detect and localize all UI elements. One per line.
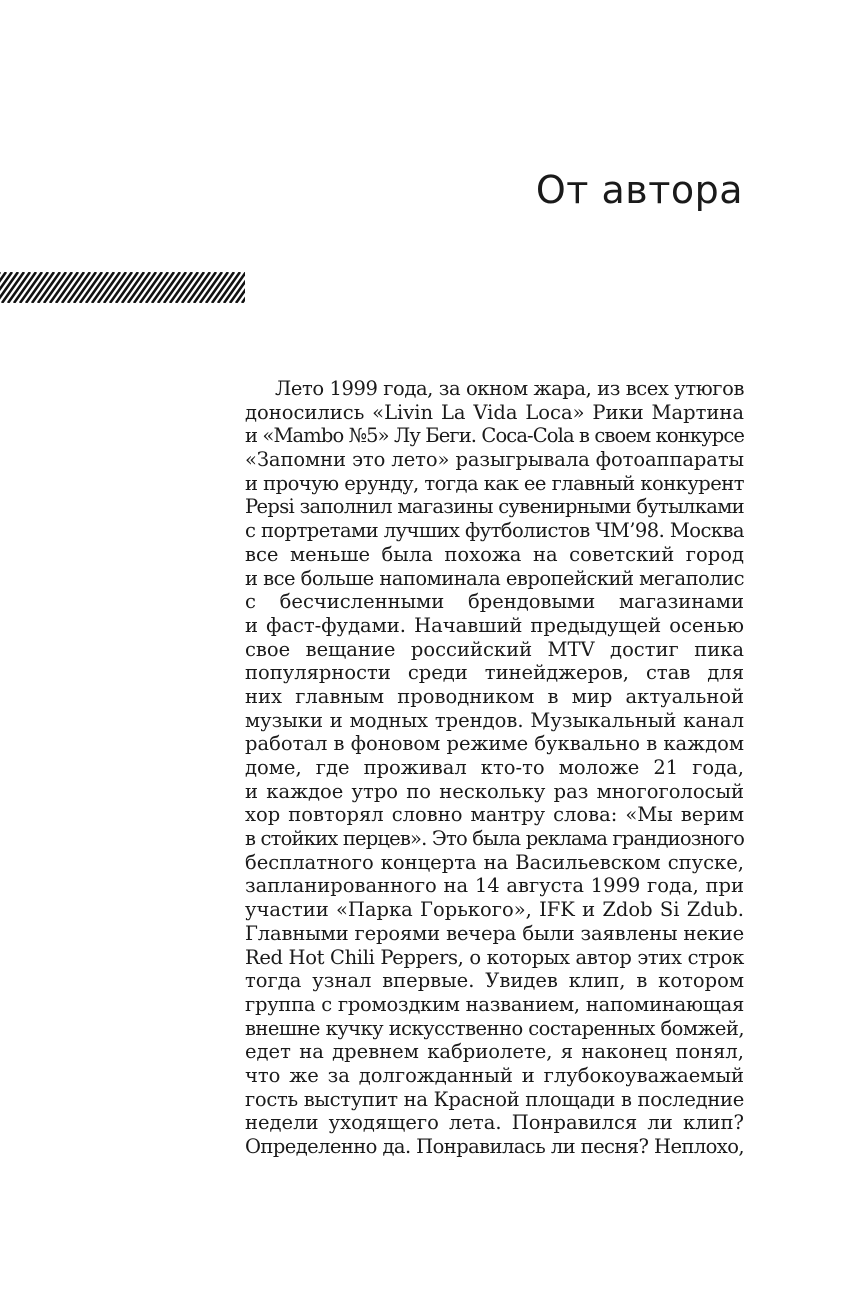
- hatch-stroke: [146, 272, 168, 303]
- hatch-stroke: [122, 272, 144, 303]
- text-line: и фаст-фудами. Начавший предыдущей осенью: [245, 613, 744, 637]
- text-line: Лето 1999 года, за окном жара, из всех утюгов: [275, 377, 745, 400]
- paragraph: [245, 377, 744, 1159]
- hatch-stroke: [152, 272, 174, 303]
- text-line: и «Mambo №5» Лу Беги. Coca-Cola в своем конкурсе: [245, 424, 744, 448]
- text-line: бесплатного концерта на Васильевском спуске,: [245, 850, 744, 874]
- text-line: доме, где проживал кто-то моложе 21 года,: [245, 756, 744, 779]
- hatch-stroke: [200, 272, 222, 303]
- text-line: в стойких перцев». Это была реклама грандиозного: [245, 827, 745, 851]
- hatch-stroke: [20, 272, 42, 303]
- text-line: них главным проводником в мир актуальной: [245, 684, 744, 708]
- text-line: группа с громоздким названием, напоминающая: [245, 992, 744, 1016]
- text-line: все меньше была похожа на советский город: [245, 542, 744, 566]
- hatch-stroke: [2, 272, 24, 303]
- hatch-stroke: [26, 272, 48, 303]
- hatch-stroke: [194, 272, 216, 303]
- text-line: Red Hot Chili Peppers, о которых автор этих строк: [245, 945, 744, 969]
- text-line: работал в фоновом режиме буквально в каждом: [245, 732, 744, 756]
- text-line: хор повторял словно мантру слова: «Мы верим: [245, 803, 744, 827]
- text-line: Определенно да. Понравилась ли песня? Неплохо,: [245, 1135, 744, 1158]
- text-line: популярности среди тинейджеров, став для: [245, 661, 744, 685]
- hatch-stroke: [140, 272, 162, 303]
- hatch-stroke: [182, 272, 204, 303]
- chapter-title: От автора: [535, 168, 743, 212]
- hatch-stroke: [218, 272, 240, 303]
- text-line: участии «Парка Горького», IFK и Zdob Si Zdub.: [245, 898, 744, 922]
- hatch-stroke: [38, 272, 60, 303]
- hatch-stroke: [212, 272, 234, 303]
- hatch-stroke: [50, 272, 72, 303]
- hatch-stroke: [44, 272, 66, 303]
- hatch-stroke: [110, 272, 132, 303]
- hatch-stroke: [92, 272, 114, 303]
- hatch-stroke: [14, 272, 36, 303]
- hatch-stroke: [8, 272, 30, 303]
- text-line: «Запомни это лето» разыгрывала фотоаппараты: [245, 448, 744, 472]
- text-line: тогда узнал впервые. Увидев клип, в котором: [245, 969, 744, 993]
- hatch-stroke: [80, 272, 102, 303]
- text-line: музыки и модных трендов. Музыкальный канал: [245, 708, 744, 732]
- text-line: доносились «Livin La Vida Loca» Рики Мартина: [245, 400, 744, 424]
- text-line: с бесчисленными брендовыми магазинами: [245, 590, 744, 614]
- hatch-stroke: [86, 272, 108, 303]
- text-line: с портретами лучших футболистов ЧМ’98. Москва: [245, 519, 744, 543]
- text-line: гость выступит на Красной площади в последние: [245, 1087, 744, 1111]
- hatch-stroke: [62, 272, 84, 303]
- hatch-stroke: [68, 272, 90, 303]
- hatch-stroke: [56, 272, 78, 303]
- chapter-body-text: [245, 377, 744, 1159]
- hatch-stroke: [170, 272, 192, 303]
- text-line: свое вещание российский MTV достиг пика: [245, 637, 744, 661]
- text-line: Главными героями вечера были заявлены некие: [245, 921, 744, 945]
- text-line: и все больше напоминала европейский мегаполис: [245, 566, 744, 590]
- text-line: недели уходящего лета. Понравился ли клип?: [245, 1111, 744, 1135]
- hatch-stroke: [116, 272, 138, 303]
- hatch-stroke: [164, 272, 186, 303]
- text-line: и каждое утро по нескольку раз многоголосый: [245, 779, 744, 803]
- hatch-stroke: [158, 272, 180, 303]
- diagonal-hatch-bar: [0, 272, 245, 303]
- hatch-stroke: [74, 272, 96, 303]
- text-line: запланированного на 14 августа 1999 года, при: [245, 874, 744, 898]
- text-line: Pepsi заполнил магазины сувенирными бутылками: [245, 495, 744, 519]
- hatch-stroke: [206, 272, 228, 303]
- hatch-stroke: [104, 272, 126, 303]
- text-line: что же за долгожданный и глубокоуважаемый: [245, 1063, 744, 1087]
- hatch-stroke: [98, 272, 120, 303]
- text-line: внешне кучку искусственно состаренных бомжей,: [245, 1016, 744, 1040]
- hatch-stroke: [134, 272, 156, 303]
- hatch-stroke: [128, 272, 150, 303]
- text-line: и прочую ерунду, тогда как ее главный конкурент: [245, 471, 744, 495]
- hatch-stroke: [176, 272, 198, 303]
- hatch-stroke: [32, 272, 54, 303]
- hatch-stroke: [188, 272, 210, 303]
- text-line: едет на древнем кабриолете, я наконец понял,: [245, 1040, 744, 1064]
